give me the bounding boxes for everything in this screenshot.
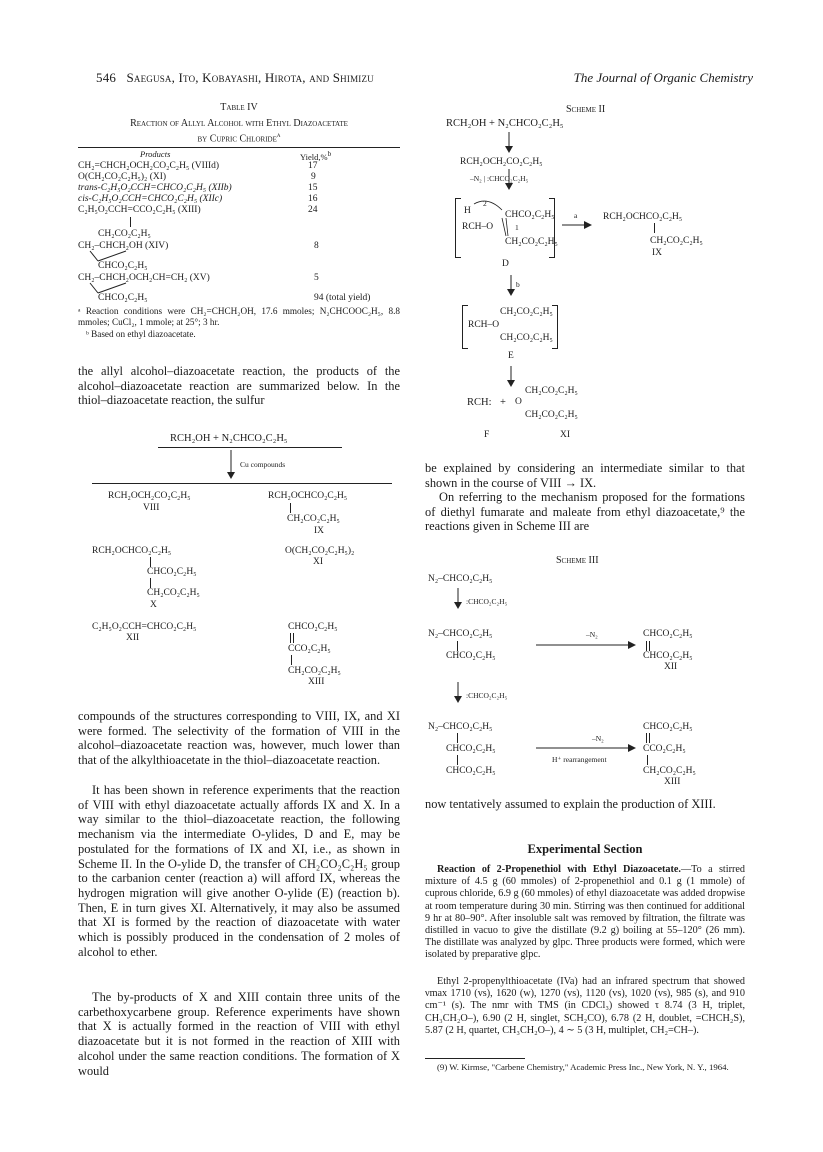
s3-arrow2-label: :CHCO₂C₂H₅ (466, 691, 508, 700)
scheme2-top: RCH₂OH + N₂CHCO₂C₂H₅ (446, 118, 564, 129)
s3-p2a: CHCO₂C₂H₅ (643, 629, 693, 639)
down-arrow (504, 132, 516, 154)
table-footnote-a: ᵃ Reaction conditions were CH₂=CHCH₂OH, 17.6 mmoles; N₂CHCOOC₂H₅, 8.8 mmoles; CuCl₂, 1 mmole; at 25°; 3 hr. (78, 306, 400, 327)
label-xii: XII (126, 633, 140, 643)
s3-p2b: CHCO₂C₂H₅ (643, 651, 693, 661)
table-yield: 16 (308, 194, 318, 204)
bracket-right (549, 198, 555, 258)
bond-line (457, 755, 458, 765)
table-row: CH₂CO₂C₂H₅ (98, 229, 151, 239)
d-label: D (502, 259, 509, 269)
table-yield: 94 (total yield) (314, 293, 371, 303)
table-yield: 9 (311, 172, 316, 182)
s3-r3c: CHCO₂C₂H₅ (446, 766, 496, 776)
left-para2: compounds of the structures corresponding to VIII, IX, and XI were formed. The selectivity of the formation of VIII in the alcohol–diazoacetate reaction was, however, much lower than that of the alkylthioacetate in the thiol–diazoacetate reaction. (78, 709, 400, 768)
compound-xiii-c: CH₂CO₂C₂H₅ (288, 666, 341, 676)
right-para2: On referring to the mechanism proposed for the formations of diethyl fumarate and maleate from ethyl diazoacetate,⁹ the reactions given in Scheme III are (425, 490, 745, 534)
s3-mid3-top: –N₂ (592, 734, 604, 743)
d-num2: 2 (483, 199, 487, 208)
xi-top: CH₂CO₂C₂H₅ (525, 386, 578, 396)
experimental-heading: Experimental Section (527, 842, 643, 856)
compound-ix-a: RCH₂OCHCO₂C₂H₅ (268, 491, 348, 501)
s3-p3b: CCO₂C₂H₅ (643, 744, 686, 754)
compound-x-c: CH₂CO₂C₂H₅ (147, 588, 200, 598)
bond-line (150, 557, 151, 567)
table-yield: 8 (314, 241, 319, 251)
s3-r3a: N₂–CHCO₂C₂H₅ (428, 722, 493, 732)
double-bond-line (646, 733, 647, 743)
compound-xii: C₂H₅O₂CCH=CHCO₂C₂H₅ (92, 622, 197, 632)
col-yield: Yield,%$^b$ (300, 150, 332, 162)
e-top: CH₂CO₂C₂H₅ (500, 307, 553, 317)
s3-r3b: CHCO₂C₂H₅ (446, 744, 496, 754)
arrow-label: Cu compounds (240, 460, 286, 469)
brace-line (158, 447, 342, 448)
table-row: CH₂=CHCH₂OCH₂CO₂C₂H₅ (VIIId) (78, 161, 220, 171)
compound-xiii-b: CCO₂C₂H₅ (288, 644, 331, 654)
scheme2-ix-a: RCH₂OCHCO₂C₂H₅ (603, 212, 683, 222)
arrow-b-label: b (516, 280, 520, 289)
label-ix: IX (314, 526, 325, 536)
authors: Saegusa, Ito, Kobayashi, Hirota, and Shimizu (126, 70, 374, 85)
plus-sign: + (500, 397, 506, 408)
s3-p3c: CH₂CO₂C₂H₅ (643, 766, 696, 776)
journal-title: The Journal of Organic Chemistry (573, 70, 753, 85)
table-label: Table IV (220, 102, 258, 113)
scheme2-ix-label: IX (652, 248, 663, 258)
bracket-right (552, 305, 558, 349)
e-mid: RCH–O (468, 320, 500, 330)
s3-r1: N₂–CHCO₂C₂H₅ (428, 574, 493, 584)
s3-r2a: N₂–CHCO₂C₂H₅ (428, 629, 493, 639)
scheme2-xi-label: XI (560, 430, 571, 440)
experimental-para1: Reaction of 2-Propenethiol with Ethyl Diazoacetate.—To a stirred mixture of 4.5 g (60 mmoles) of 2-propenethiol and 0.1 g (1 mmole) of cuprous chloride, 6.9 g (60 mmoles) of ethyl diazoacetate was added dropwise at room temperature during 30 min. Stirring was then continued for additional 9 hr at 80–90°. After insoluble salt was removed by filtration, the filtrate was distilled in vacuo to give the distillate (9.2 g) boiling at 55–120° (26 mm). The distillate was analyzed by glpc. Three products were formed, which were isolated by preparative glpc. (425, 864, 745, 961)
xi-o: O (515, 397, 522, 407)
down-arrow (453, 682, 465, 704)
running-header-left (96, 70, 374, 86)
scheme2-title: Scheme II (566, 104, 606, 115)
d-chco: CHCO₂C₂H₅ (505, 210, 555, 220)
bond-line (150, 578, 151, 588)
s3-p3-label: XIII (664, 777, 681, 787)
xi-bot: CH₂CO₂C₂H₅ (525, 410, 578, 420)
table-yield: 17 (308, 161, 318, 171)
page-number: 546 (96, 70, 117, 85)
scheme2-s1: RCH₂OCH₂CO₂C₂H₅ (460, 157, 543, 167)
table-row: trans-C₂H₅O₂CCH=CHCO₂C₂H₅ (XIIb) (78, 183, 232, 193)
s3-mid3-bot: H⁺ rearrangement (552, 755, 607, 764)
bond-line (654, 223, 655, 233)
arrow-a-label: a (574, 211, 578, 220)
table-row: CHCO₂C₂H₅ (98, 261, 148, 271)
compound-xiii-a: CHCO₂C₂H₅ (288, 622, 338, 632)
bond-line (130, 217, 131, 227)
scheme2-arrow-label: –N₂ | :CHCO₂C₂H₅ (470, 174, 529, 183)
bond-line (291, 655, 292, 665)
s3-p2-label: XII (664, 662, 678, 672)
label-xiii: XIII (308, 677, 325, 687)
bond-line (457, 733, 458, 743)
f-label: F (484, 430, 490, 440)
label-xi: XI (313, 557, 324, 567)
footnote-rule (425, 1058, 525, 1059)
down-arrow (506, 366, 518, 388)
double-bond-line (290, 633, 291, 643)
e-bot: CH₂CO₂C₂H₅ (500, 333, 553, 343)
footnote-9: (9) W. Kirmse, "Carbene Chemistry," Academic Press Inc., New York, N. Y., 1964. (437, 1062, 729, 1072)
brace-line (92, 483, 392, 484)
scheme2-ix-b: CH₂CO₂C₂H₅ (650, 236, 703, 246)
d-rch: RCH–O (462, 222, 494, 232)
table-row: CHCO₂C₂H₅ (98, 293, 148, 303)
table-row: O(CH₂CO₂C₂H₅)₂ (XI) (78, 172, 167, 182)
table-row: cis-C₂H₅O₂CCH=CHCO₂C₂H₅ (XIIc) (78, 194, 223, 204)
scheme-top: RCH₂OH + N₂CHCO₂C₂H₅ (170, 433, 288, 444)
compound-viii: RCH₂OCH₂CO₂C₂H₅ (108, 491, 191, 501)
s3-p3a: CHCO₂C₂H₅ (643, 722, 693, 732)
table-row: CH₂–CHCH₂OCH₂CH=CH₂ (XV) (78, 273, 210, 283)
table-top-rule (78, 147, 400, 148)
s3-arrow1-label: :CHCO₂C₂H₅ (466, 597, 508, 606)
down-arrow (453, 588, 465, 610)
e-label: E (508, 351, 514, 361)
compound-x-a: RCH₂OCHCO₂C₂H₅ (92, 546, 172, 556)
f-rch: RCH: (467, 397, 492, 408)
s3-mid-label: –N₂ (586, 630, 598, 639)
d-migration-arrows (466, 196, 526, 246)
arrow-a (562, 220, 594, 232)
s3-r2b: CHCO₂C₂H₅ (446, 651, 496, 661)
compound-xi: O(CH₂CO₂C₂H₅)₂ (285, 546, 355, 556)
d-ch2co: CH₂CO₂C₂H₅ (505, 237, 558, 247)
table-yield: 5 (314, 273, 319, 283)
double-bond-line (646, 641, 647, 651)
down-arrow (226, 450, 238, 480)
label-x: X (150, 600, 157, 610)
bond-line (457, 641, 458, 651)
label-viii: VIII (143, 503, 160, 513)
table-yield: 15 (308, 183, 318, 193)
experimental-para2: Ethyl 2-propenylthioacetate (IVa) had an infrared spectrum that showed νmax 1710 (vs), 1620 (w), 1270 (vs), 1120 (vs), 1020 (vs), 985 (s), and 910 cm⁻¹ (s). The nmr with TMS (in CDCl₃) showed τ 8.74 (3 H, triplet, CH₃CH₂O–), 6.90 (2 H, singlet, SCH₂CO), 6.78 (2 H, doublet, =CHCH₂S), 5.87 (2 H, quartet, CH₃CH₂O–), 4 ∼ 5 (3 H, multiplet, CH₂=CH–). (425, 976, 745, 1036)
right-para1: be explained by considering an intermediate similar to that shown in the course of VIII → IX. (425, 461, 745, 490)
table-yield: 24 (308, 205, 318, 215)
d-h: H (464, 206, 471, 216)
double-bond-line (649, 733, 650, 743)
table-row: C₂H₅O₂CCH=CCO₂C₂H₅ (XIII) (78, 205, 201, 215)
table-title-line2: by Cupric Chloride$^a$ (197, 131, 281, 145)
bond-line (647, 755, 648, 765)
bond-line (290, 503, 291, 513)
double-bond-line (649, 641, 650, 651)
compound-ix-b: CH₂CO₂C₂H₅ (287, 514, 340, 524)
col-products: Products (140, 149, 171, 159)
double-bond-line (293, 633, 294, 643)
left-para3: It has been shown in reference experiments that the reaction of VIII with ethyl diazoacetate actually affords IX and X. In a way similar to the thiol–diazoacetate reaction, the following mechanism via the intermediate O-ylides, D and E, may be postulated for the formations of IX and XI, i.e., as shown in Scheme II. In the O-ylide D, the transfer of CH₂CO₂C₂H₅ group to the carbanion center (reaction a) will afford IX, whereas the hydrogen migration will give another O-ylide (E) (reaction b). Then, E in turn gives XI. Alternatively, it may also be assumed that XI is formed by the reaction of diazoacetate with water which is possibly produced in the condensation of 2 moles of alcohol to ether. (78, 783, 400, 959)
left-para1: the allyl alcohol–diazoacetate reaction, the products of the alcohol–diazoacetate reaction are summarized below. In the thiol–diazoacetate reaction, the sulfur (78, 364, 400, 408)
bracket-left (455, 198, 461, 258)
table-footnote-b: ᵇ Based on ethyl diazoacetate. (86, 329, 196, 339)
compound-x-b: CHCO₂C₂H₅ (147, 567, 197, 577)
table-row: CH₂–CHCH₂OH (XIV) (78, 241, 169, 251)
d-num1: 1 (515, 223, 519, 232)
scheme3-title: Scheme III (556, 555, 599, 566)
left-para4: The by-products of X and XIII contain three units of the carbethoxycarbene group. Reference experiments have shown that X is actually formed in the reaction of VIII with ethyl diazoacetate but it is not formed in the reaction of XIII with alcohol under the same reaction conditions. The formation of X would (78, 990, 400, 1078)
right-para3: now tentatively assumed to explain the production of XIII. (425, 797, 716, 811)
table-title-line1: Reaction of Allyl Alcohol with Ethyl Diazoacetate (130, 118, 348, 129)
